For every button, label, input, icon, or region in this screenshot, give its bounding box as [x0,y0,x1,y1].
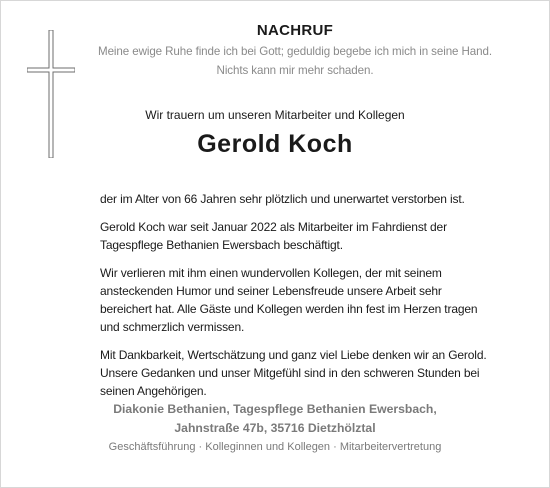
text-line: Tagespflege Bethanien Ewersbach beschäftigt. [100,238,343,252]
text-line: der im Alter von 66 Jahren sehr plötzlich und unerwartet verstorben ist. [100,192,465,206]
verse-line: Nichts kann mir mehr schaden. [216,64,374,77]
obituary-body [100,190,487,410]
org-line: Diakonie Bethanien, Tagespflege Bethanien Ewersbach, [113,402,437,416]
signatories: Geschäftsführung · Kolleginnen und Kollegen · Mitarbeitervertretung [108,441,442,453]
text-line: seinen Angehörigen. [100,384,207,398]
org-line: Jahnstraße 47b, 35716 Dietzhölztal [174,421,376,435]
paragraph [100,264,478,336]
paragraph [100,218,472,254]
text-line: Gerold Koch war seit Januar 2022 als Mitarbeiter im Fahrdienst der [100,220,447,234]
organization-address [0,400,550,438]
verse-line: Meine ewige Ruhe finde ich bei Gott; geduldig begebe ich mich in seine Hand. [98,45,492,58]
text-line: Unsere Gedanken und unser Mitgefühl sind in den schweren Stunden bei [100,366,480,380]
text-line: ansteckenden Humor und seiner Lebensfreude unsere Arbeit sehr [100,284,442,298]
obituary-heading: NACHRUF [256,22,334,39]
text-line: und schmerzlich vermissen. [100,320,245,334]
text-line: bereichert hat. Alle Gäste und Kollegen werden ihn fest im Herzen tragen [100,302,478,316]
text-line: Wir verlieren mit ihm einen wundervollen Kollegen, der mit seinem [100,266,442,280]
paragraph [100,346,487,400]
deceased-name: Gerold Koch [197,130,353,158]
mourning-intro: Wir trauern um unseren Mitarbeiter und Kollegen [145,108,405,122]
paragraph [100,190,472,208]
text-line: Mit Dankbarkeit, Wertschätzung und ganz viel Liebe denken wir an Gerold. [100,348,487,362]
bible-verse [60,42,530,80]
